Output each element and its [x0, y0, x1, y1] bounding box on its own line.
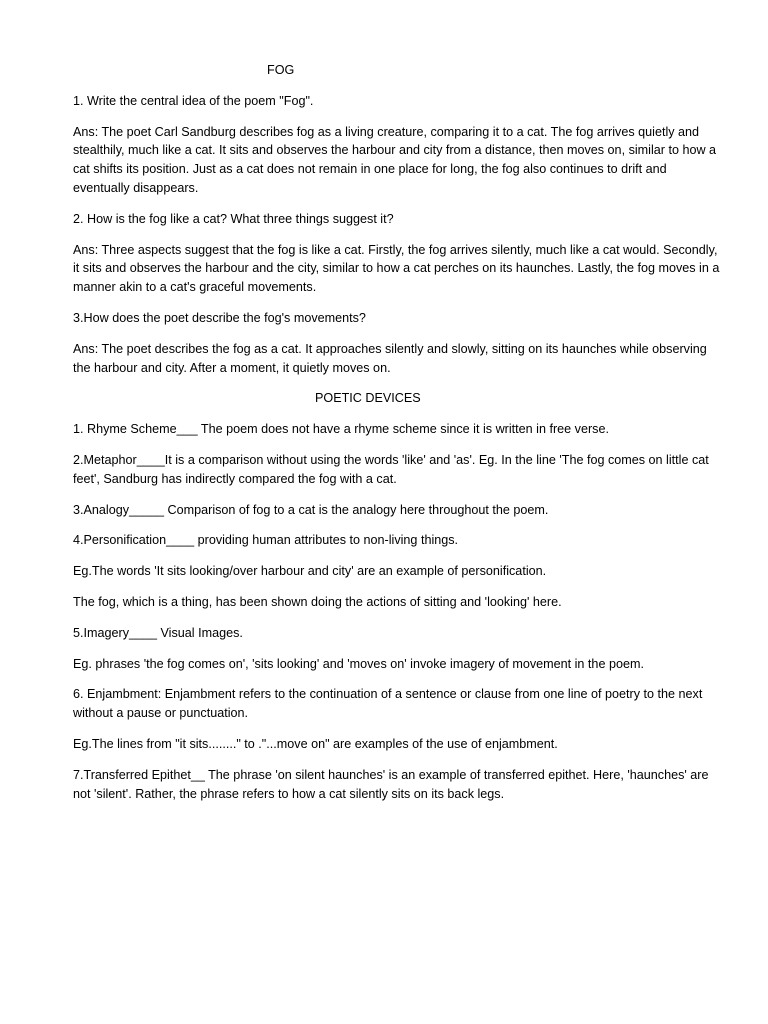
personification-explanation: The fog, which is a thing, has been shown doing the actions of sitting and 'looking' here. [73, 594, 562, 609]
question-2: 2. How is the fog like a cat? What three things suggest it? [73, 211, 394, 226]
document-title: FOG [267, 63, 295, 77]
question-3: 3.How does the poet describe the fog's movements? [73, 310, 366, 325]
personification-example: Eg.The words 'It sits looking/over harbour and city' are an example of personification. [73, 564, 547, 579]
answer-3: Ans: The poet describes the fog as a cat. It approaches silently and slowly, sitting on its haunches while observing the harbour and city. After a moment, it quietly moves on. [73, 341, 707, 375]
poetic-devices-heading: POETIC DEVICES [315, 391, 421, 406]
imagery-example: Eg. phrases 'the fog comes on', 'sits looking' and 'moves on' invoke imagery of movement in the poem. [73, 656, 644, 671]
device-analogy: 3.Analogy_____ Comparison of fog to a cat is the analogy here throughout the poem. [73, 502, 549, 517]
document-page [73, 61, 723, 815]
device-transferred-epithet: 7.Transferred Epithet__ The phrase 'on silent haunches' is an example of transferred epithet. Here, 'haunches' are not 'silent'. Rather, the phrase refers to how a cat silently sits on its back legs. [73, 767, 709, 801]
answer-1: Ans: The poet Carl Sandburg describes fog as a living creature, comparing it to a cat. The fog arrives quietly and stealthily, much like a cat. It sits and observes the harbour and city from a distance, then moves on, similar to how a cat shifts its position. Just as a cat does not remain in one place for long, the fog also continues to drift and eventually disappears. [73, 124, 717, 195]
enjambment-example: Eg.The lines from "it sits........" to ."...move on" are examples of the use of enjambment. [73, 736, 558, 751]
device-personification: 4.Personification____ providing human attributes to non-living things. [73, 533, 459, 548]
answer-2: Ans: Three aspects suggest that the fog is like a cat. Firstly, the fog arrives silently, much like a cat would. Secondly, it sits and observes the harbour and the city, similar to how a cat perches on its haunches. Lastly, the fog moves in a manner akin to a cat's graceful movements. [73, 242, 720, 295]
device-imagery: 5.Imagery____ Visual Images. [73, 625, 243, 640]
device-rhyme-scheme: 1. Rhyme Scheme___ The poem does not have a rhyme scheme since it is written in free verse. [73, 422, 609, 437]
device-metaphor: 2.Metaphor____It is a comparison without using the words 'like' and 'as'. Eg. In the line 'The fog comes on little cat feet', Sandburg has indirectly compared the fog with a cat. [73, 452, 709, 486]
question-1: 1. Write the central idea of the poem "Fog". [73, 93, 314, 108]
device-enjambment: 6. Enjambment: Enjambment refers to the continuation of a sentence or clause from one line of poetry to the next without a pause or punctuation. [73, 687, 703, 721]
